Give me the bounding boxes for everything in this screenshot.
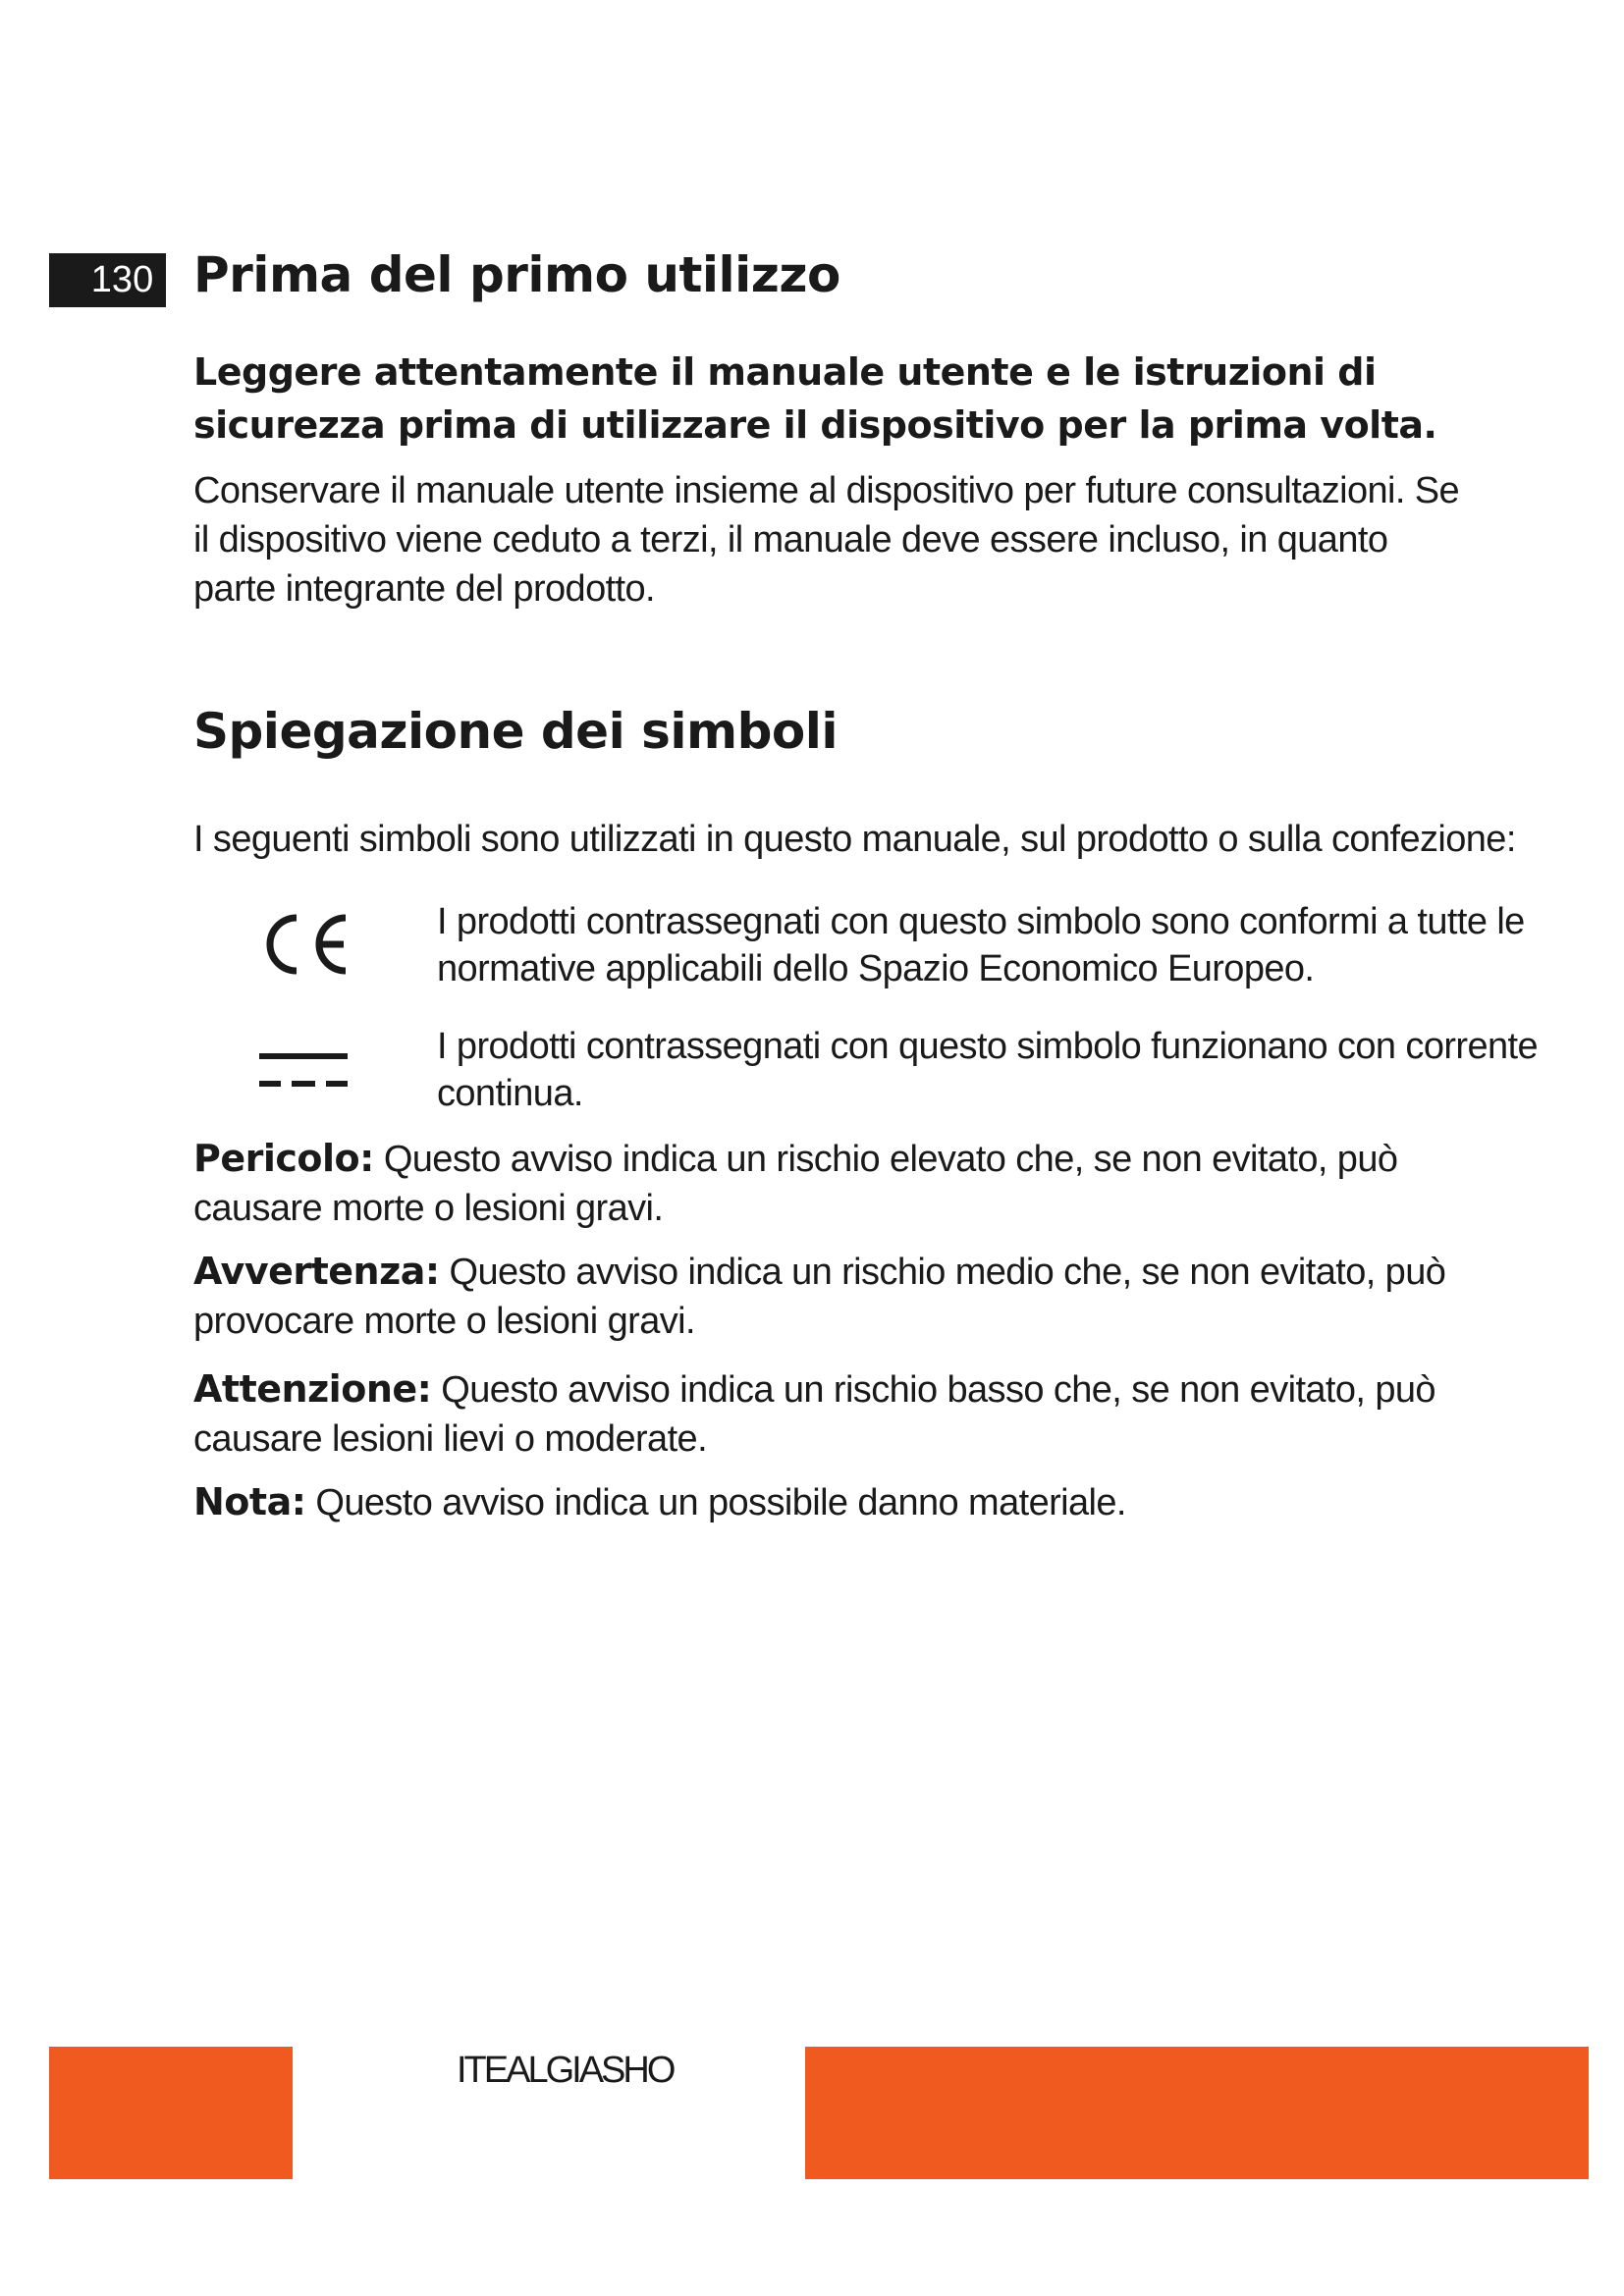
warning-label: Attenzione: xyxy=(193,1367,432,1411)
warning-label: Nota: xyxy=(193,1480,306,1523)
storage-paragraph: Conservare il manuale utente insieme al dispositivo per future consultazioni. Se il dispositivo viene ceduto a terzi, il manuale deve essere incluso, in quanto parte integrante del prodotto. xyxy=(193,470,1460,610)
symbol-text-ce: I prodotti contrassegnati con questo simbolo sono conformi a tutte le normative applicabili dello Spazio Economico Europeo. xyxy=(437,901,1525,989)
warning-text: Questo avviso indica un possibile danno materiale. xyxy=(305,1482,1126,1523)
direct-current-icon xyxy=(257,1037,352,1105)
warning-caution xyxy=(193,1364,1534,1464)
footer-accent-left xyxy=(49,2047,293,2179)
warning-note xyxy=(193,1477,1534,1527)
symbols-intro: I seguenti simboli sono utilizzati in questo manuale, sul prodotto o sulla confezione: xyxy=(193,819,1516,860)
warning-warning xyxy=(193,1247,1534,1346)
warning-label: Avvertenza: xyxy=(193,1250,440,1293)
footer-accent-right xyxy=(805,2047,1589,2179)
symbol-text-dc: I prodotti contrassegnati con questo simbolo funzionano con corrente continua. xyxy=(437,1026,1539,1114)
warning-text: Questo avviso indica un rischio basso che, se non evitato, può causare lesioni lievi o moderate. xyxy=(193,1369,1435,1460)
page-number: 130 xyxy=(49,253,166,307)
footer-language-label: ITEALGIASHO xyxy=(457,2050,674,2091)
warning-danger xyxy=(193,1134,1534,1233)
warning-label: Pericolo: xyxy=(193,1137,374,1180)
warning-text: Questo avviso indica un rischio medio che, se non evitato, può provocare morte o lesioni gravi. xyxy=(193,1252,1446,1342)
lead-paragraph: Leggere attentamente il manuale utente e le istruzioni di sicurezza prima di utilizzare il dispositivo per la prima volta. xyxy=(193,350,1437,447)
section-title-first-use: Prima del primo utilizzo xyxy=(193,246,840,303)
warning-text: Questo avviso indica un rischio elevato che, se non evitato, può causare morte o lesioni gravi. xyxy=(193,1139,1398,1229)
ce-mark-icon xyxy=(257,910,352,979)
section-title-symbols: Spiegazione dei simboli xyxy=(193,703,839,760)
